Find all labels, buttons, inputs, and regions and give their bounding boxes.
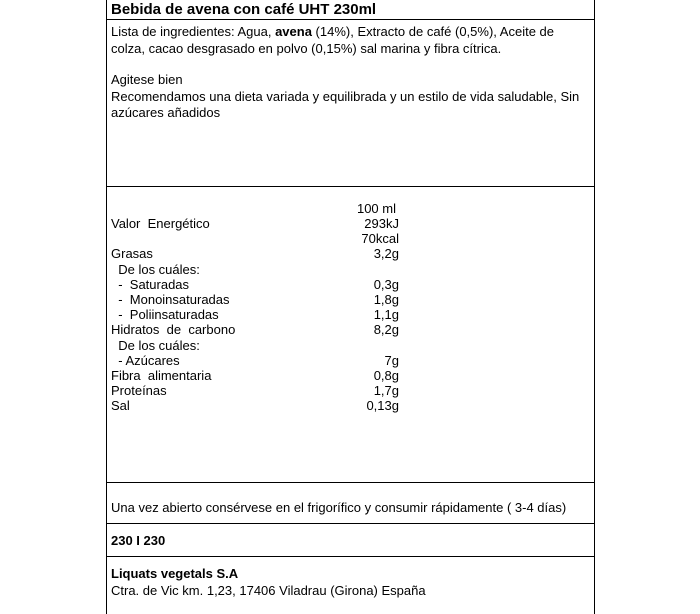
nutrition-value: 3,2g [373,246,399,261]
nutrition-label: Fibra alimentaria [111,368,212,383]
nutrition-label: Grasas [111,246,153,261]
divider-nutrition-bottom [106,482,595,483]
advice-line-1: Recomendamos una dieta variada y equilibrada y un estilo de vida saludable, Sin [111,89,580,104]
nutrition-label: Hidratos de carbono [111,322,236,337]
nutrition-value: 8,2g [373,322,399,337]
product-code: 230 I 230 [111,533,166,548]
divider-title [106,19,595,20]
nutrition-value: 293kJ [364,216,399,231]
nutrition-value: 0,8g [373,368,399,383]
advice-line-2: azúcares añadidos [111,105,221,120]
nutrition-label: Valor Energético [111,216,210,231]
ingredients-line-2: colza, cacao desgrasado en polvo (0,15%) sal marina y fibra cítrica. [111,41,502,56]
nutrition-value: 1,8g [373,292,399,307]
nutrition-label: - Monoinsaturadas [111,292,230,307]
nutrition-value: 0,3g [373,277,399,292]
divider-code [106,556,595,557]
nutrition-value: 70kcal [361,231,399,246]
storage-instructions: Una vez abierto consérvese en el frigorífico y consumir rápidamente ( 3-4 días) [111,500,567,515]
nutrition-label: Proteínas [111,383,167,398]
divider-storage [106,523,595,524]
shake-note: Agitese bien [111,72,183,87]
nutrition-label: De los cuáles: [111,262,200,277]
ingredients-line-1: Lista de ingredientes: Agua, avena (14%), Extracto de café (0,5%), Aceite de [111,24,554,39]
nutrition-label: De los cuáles: [111,338,200,353]
nutrition-label: Sal [111,398,130,413]
nutrition-value: 0,13g [366,398,399,413]
ingredient-highlight: avena [275,24,312,39]
nutrition-header: 100 ml [356,201,396,216]
divider-nutrition-top [106,186,595,187]
nutrition-label: - Saturadas [111,277,190,292]
company-name: Liquats vegetals S.A [111,566,239,581]
nutrition-value: 7g [384,353,399,368]
company-address: Ctra. de Vic km. 1,23, 17406 Viladrau (Girona) España [111,583,426,598]
nutrition-value: 1,7g [373,383,399,398]
nutrition-value: 1,1g [373,307,399,322]
product-title: Bebida de avena con café UHT 230ml [111,1,377,18]
nutrition-label: - Poliinsaturadas [111,307,219,322]
nutrition-label: - Azúcares [111,353,180,368]
